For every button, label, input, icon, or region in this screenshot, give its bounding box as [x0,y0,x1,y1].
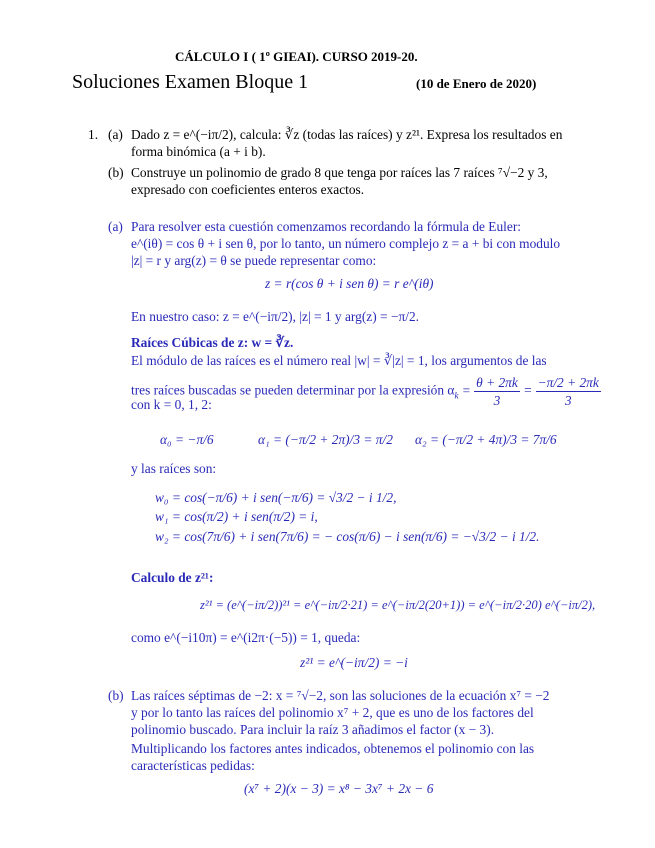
alpha-k-fraction: $\frac{\theta + 2\pi k}{3}$ [476,375,518,408]
problem-a-line2: forma binómica (a + i b). [131,144,266,159]
solution-b-line5: características pedidas: [131,758,255,773]
solution-a-p1-line3: |z| = r y arg(z) = θ se puede representar como: [131,253,377,268]
w1-equation: w₁ = cos(π/2) + i sen(π/2) = i, [155,509,318,524]
como-line: como e^(−i10π) = e^(i2π·(−5)) = 1, queda: [131,630,361,645]
z21-heading: Calculo de z²¹: [131,570,214,585]
problem-b-line1: Construye un polinomio de grado 8 que tenga por raíces las 7 raíces ⁷√−2 y 3, [131,165,548,180]
final-polynomial-equation: (x⁷ + 2)(x − 3) = x⁸ − 3x⁷ + 2x − 6 [244,781,434,796]
equation-polar-form: z = r(cos θ + i sen θ) = r e^(iθ) [265,276,434,291]
solution-a-p1-line2: e^(iθ) = cos θ + i sen θ, por lo tanto, un número complejo z = a + bi con modulo [131,236,561,251]
roots-line2: tres raíces buscadas se pueden determinar por la expresión $\alpha_k$ = $\frac{\theta + 2\pi k}{3}$ = $\frac{-\pi/2 + 2\pi k}{3}$ [131,375,599,408]
z21-result: z²¹ = e^(−iπ/2) = −i [300,655,408,670]
alpha1-equation: α₁ = (−π/2 + 2π)/3 = π/2 [258,432,393,447]
roots-are-text: y las raíces son: [131,461,217,476]
solution-a-label: (a) [108,219,123,234]
page-title: Soluciones Examen Bloque 1 [72,71,309,93]
alpha2-equation: α₂ = (−π/2 + 4π)/3 = 7π/6 [415,432,557,447]
solution-b-label: (b) [108,688,124,703]
exam-date: (10 de Enero de 2020) [416,76,537,91]
z21-equation: z²¹ = (e^(−iπ/2))²¹ = e^(−iπ/2·21) = e^(−iπ/2(20+1)) = e^(−iπ/2·20) e^(−iπ/2), [200,598,596,612]
problem-b-line2: expresado con coeficientes enteros exactos. [131,182,365,197]
solution-a-p1-line1: Para resolver esta cuestión comenzamos recordando la fórmula de Euler: [131,219,522,234]
problem-a-label: (a) [108,127,123,142]
roots-line3: con k = 0, 1, 2: [131,397,212,412]
w0-equation: w₀ = cos(−π/6) + i sen(−π/6) = √3/2 − i 1/2, [155,490,397,505]
solution-b-line4: Multiplicando los factores antes indicados, obtenemos el polinomio con las [131,741,535,756]
roots-line1: El módulo de las raíces es el número real |w| = ∛|z| = 1, los argumentos de las [131,353,547,368]
alpha0-equation: α₀ = −π/6 [160,432,214,447]
case-line: En nuestro caso: z = e^(−iπ/2), |z| = 1 y arg(z) = −π/2. [131,309,420,324]
problem-a-line1: Dado z = e^(−iπ/2), calcula: ∛z (todas las raíces) y z²¹. Expresa los resultados en [131,127,563,142]
problem-number: 1. [88,127,99,142]
roots-line2-text: tres raíces buscadas se pueden determinar por la expresión α [131,382,455,398]
alpha-k-fraction-2: $\frac{-\pi/2 + 2\pi k}{3}$ [537,375,599,408]
solution-b-line1: Las raíces séptimas de −2: x = ⁷√−2, son las soluciones de la ecuación x⁷ = −2 [131,688,550,703]
w2-equation: w₂ = cos(7π/6) + i sen(7π/6) = − cos(π/6) − i sen(π/6) = −√3/2 − i 1/2. [155,529,540,544]
cubic-roots-heading: Raíces Cúbicas de z: w = ∛z. [131,335,294,350]
problem-b-label: (b) [108,165,124,180]
solution-b-line3: polinomio buscado. Para incluir la raíz 3 añadimos el factor (x − 3). [131,722,495,737]
course-header: CÁLCULO I ( 1º GIEAI). CURSO 2019-20. [175,49,418,64]
solution-b-line2: y por lo tanto las raíces del polinomio x⁷ + 2, que es uno de los factores del [131,705,534,720]
